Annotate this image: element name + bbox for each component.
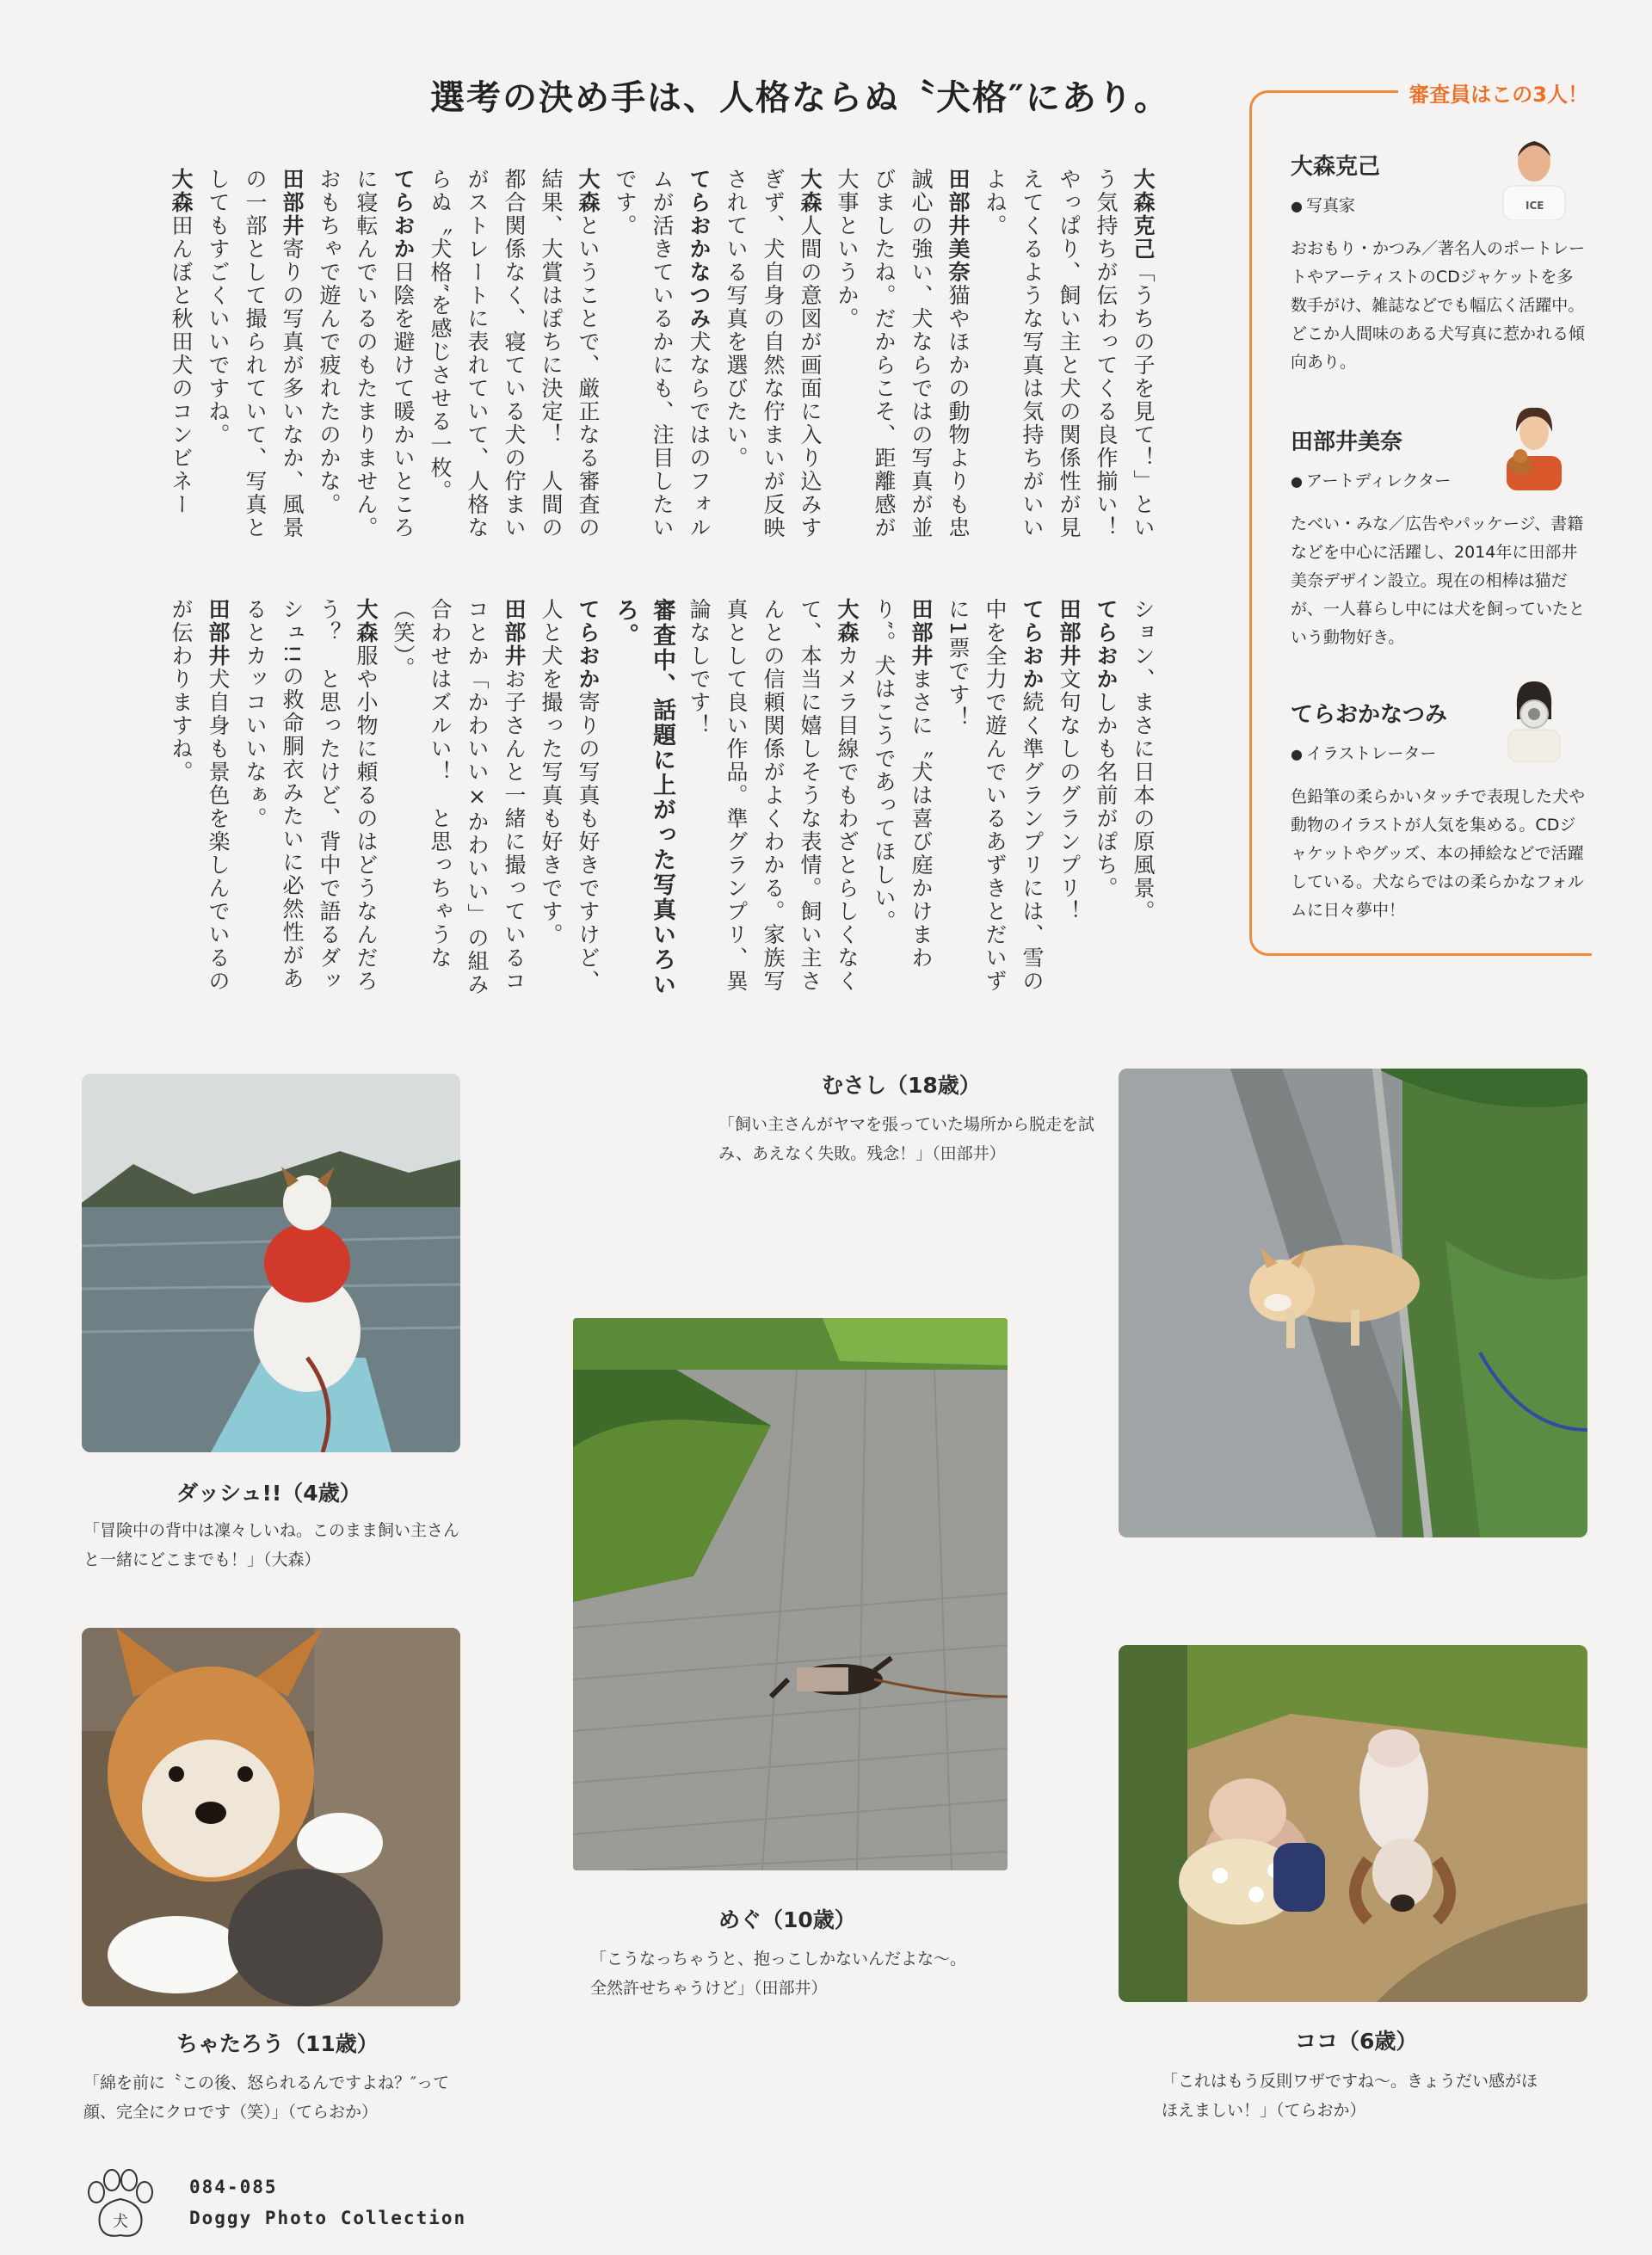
- article-lower: [163, 598, 1162, 1011]
- article-body: [69, 168, 1162, 1020]
- paw-label: 犬: [113, 2213, 128, 2231]
- speaker-name: 田部井: [502, 598, 527, 668]
- article-paragraph: [718, 168, 829, 546]
- speaker-name: 田部井: [206, 598, 231, 668]
- judge-bio: 色鉛筆の柔らかいタッチで表現した犬や動物のイラストが人気を集める。CDジャケットやグッズ、本の挿絵などで活躍している。犬ならではの柔らかなフォルムに日々夢中！: [1291, 787, 1586, 920]
- photo-coco-name: ココ（6歳）: [1295, 2029, 1418, 2054]
- article-paragraph: [866, 598, 940, 1011]
- photo-coco: [1119, 1645, 1587, 2002]
- speaker-name: 田部井美奈: [946, 168, 971, 284]
- speech-text: 服や小物に頼るのはどうなんだろう？ と思ったけど、背中で語るダッシュ!!の救命胴衣みたいに必然性があるとカッコいいなぁ。: [243, 598, 379, 993]
- speaker-name: てらおか: [391, 168, 416, 261]
- speaker-name: 田部井: [1057, 598, 1082, 668]
- speaker-name: 田部井: [280, 168, 305, 237]
- judge-name: 田部井美奈: [1291, 429, 1403, 455]
- article-paragraph: [1125, 598, 1162, 1011]
- article-paragraph: [163, 168, 200, 546]
- article-paragraph: [200, 168, 311, 546]
- speech-text: 続く準グランプリには、雪の中を全力で遊んでいるあずきとだいずに1票です！: [946, 598, 1045, 993]
- photo-musashi: [1119, 1069, 1587, 1537]
- speaker-name: 大森: [169, 168, 194, 214]
- article-paragraph: [977, 168, 1162, 563]
- paw-icon: [79, 2166, 162, 2242]
- article-paragraph: [940, 598, 1051, 1011]
- article-upper: [163, 168, 1162, 563]
- speaker-name: 大森克己: [1131, 168, 1156, 261]
- judge-name: 大森克己: [1291, 154, 1381, 180]
- judge-teraoka-portrait: [1495, 668, 1574, 762]
- article-paragraph: [385, 598, 533, 1011]
- speaker-name: てらおか: [1020, 598, 1045, 691]
- article-paragraph: [237, 598, 385, 1011]
- speaker-name: てらおか: [1094, 598, 1119, 691]
- article-paragraph: [422, 168, 607, 546]
- photo-chataro: [82, 1628, 460, 2006]
- speech-text: 日陰を避けて暖かいところに寝転んでいるのもたまりません。おもちゃで遊んで疲れたのかな。: [317, 168, 416, 539]
- speech-text: 文句なしのグランプリ！: [1057, 668, 1082, 923]
- speech-text: 寄りの写真が多いなか、風景の一部として撮られていて、写真としてもすごくいいですね。: [206, 168, 305, 539]
- speech-text: 寄りの写真も好きですけど、人と犬を撮った写真も好きです。: [539, 598, 601, 993]
- judge-role: ● 写真家: [1291, 193, 1587, 216]
- collection-name: Doggy Photo Collection: [189, 2208, 467, 2228]
- speaker-name: てらおかなつみ: [687, 168, 712, 330]
- judges-panel-title: 審査員はこの3人！: [1398, 77, 1592, 108]
- speech-text: 犬自身も景色を楽しんでいるのが伝わりますね。: [169, 598, 231, 993]
- judge-name: てらおかなつみ: [1291, 702, 1448, 728]
- speech-text: しかも名前がぽち。: [1094, 691, 1119, 900]
- speech-text: ション、まさに日本の原風景。: [1131, 598, 1156, 923]
- photo-coco-caption: 「これはもう反則ワザですね〜。きょうだい感がほほえましい！」（てらおか）: [1162, 2072, 1538, 2120]
- page-numbers: 084-085: [189, 2177, 278, 2197]
- tshirt-text: ICE: [1526, 200, 1544, 212]
- photo-musashi-name: むさし（18歳）: [822, 1073, 981, 1098]
- article-subheading: [607, 598, 681, 1011]
- judge-bio: おおもり・かつみ／著名人のポートレートやアーティストのCDジャケットを多数手がけ、雑誌などでも幅広く活躍中。どこか人間味のある犬写真に惹かれる傾向あり。: [1291, 239, 1586, 372]
- speech-text: 田んぼと秋田犬のコンビネー: [169, 214, 194, 516]
- judge-role: ● アートディレクター: [1291, 468, 1587, 491]
- speech-text: まさに〝犬は喜び庭かけまわり″。犬はこうであってほしい。: [872, 598, 934, 970]
- photo-megu: [573, 1318, 1008, 1870]
- speaker-name: てらおか: [576, 598, 601, 691]
- speaker-name: 大森: [835, 598, 860, 644]
- article-paragraph: [607, 168, 718, 546]
- photo-chataro-name: ちゃたろう（11歳）: [176, 2031, 379, 2056]
- judge-role: ● イラストレーター: [1291, 741, 1587, 764]
- speech-text: カメラ目線でもわざとらしくなくて、本当に嬉しそうな表情。飼い主さんとの信頼関係がよくわかる。家族写真として良い作品。準グランプリ、異論なしです！: [687, 598, 860, 993]
- speaker-name: 大森: [798, 168, 823, 214]
- speech-text: ということで、厳正なる審査の結果、大賞はぽちに決定！ 人間の都合関係なく、寝ている犬の佇まいがストレートに表れていて、人格ならぬ〝犬格″を感じさせる一枚。: [428, 168, 601, 539]
- photo-megu-name: めぐ（10歳）: [718, 1907, 856, 1932]
- photo-dash-name: ダッシュ!!（4歳）: [176, 1481, 361, 1506]
- speech-text: 人間の意図が画面に入り込みすぎず、犬自身の自然な佇まいが反映されている写真を選びたい。: [724, 168, 823, 539]
- judge-tabei-portrait: [1495, 396, 1574, 490]
- photo-musashi-caption: 「飼い主さんがヤマを張っていた場所から脱走を試み、あえなく失敗。残念！」（田部井）: [718, 1115, 1095, 1163]
- speech-text: お子さんと一緒に撮っているココとか「かわいい×かわいい」の組み合わせはズルい！ と思っちゃうな（笑）。: [391, 598, 527, 996]
- speaker-name: 田部井: [909, 598, 934, 668]
- speech-text: 猫やほかの動物よりも忠誠心の強い、犬ならではの写真が並びましたね。だからこそ、距離感が大事というか。: [835, 168, 971, 539]
- speech-text: 「うちの子を見て！」という気持ちが伝わってくる良作揃い！ やっぱり、飼い主と犬の関係性が見えてくるような写真は気持ちがいいよね。: [983, 168, 1156, 563]
- article-paragraph: [533, 598, 607, 1011]
- article-paragraph: [829, 168, 977, 546]
- page-title: 選考の決め手は、人格ならぬ〝犬格″にあり。: [430, 78, 1170, 118]
- article-paragraph: [1088, 598, 1125, 1011]
- photo-megu-caption: 「こうなっちゃうと、抱っこしかないんだよな〜。全然許せちゃうけど」（田部井）: [590, 1950, 967, 1998]
- article-paragraph: [311, 168, 422, 546]
- article-paragraph: [1051, 598, 1088, 1011]
- judge-bio: たべい・みな／広告やパッケージ、書籍などを中心に活躍し、2014年に田部井美奈デザイン設立。現在の相棒は猫だが、一人暮らし中には犬を飼っていたという動物好き。: [1291, 514, 1586, 647]
- speaker-name: 大森: [576, 168, 601, 214]
- subheading-text: 審査中、話題に上がった写真いろいろ。: [612, 598, 675, 997]
- photo-chataro-caption: 「綿を前に〝この後、怒られるんですよね？″って顔、完全にクロです（笑）」（てらおか）: [83, 2073, 450, 2122]
- article-paragraph: [163, 598, 237, 1011]
- article-paragraph: [681, 598, 866, 1011]
- photo-dash-caption: 「冒険中の背中は凜々しいね。このまま飼い主さんと一緒にどこまでも！」（大森）: [83, 1521, 460, 1569]
- speech-text: 犬ならではのフォルムが活きているかにも、注目したいです。: [613, 168, 712, 539]
- speaker-name: 大森: [354, 598, 379, 644]
- judge-omori-portrait: [1495, 126, 1574, 220]
- photo-dash: [82, 1074, 460, 1452]
- judges-panel: [1249, 83, 1592, 956]
